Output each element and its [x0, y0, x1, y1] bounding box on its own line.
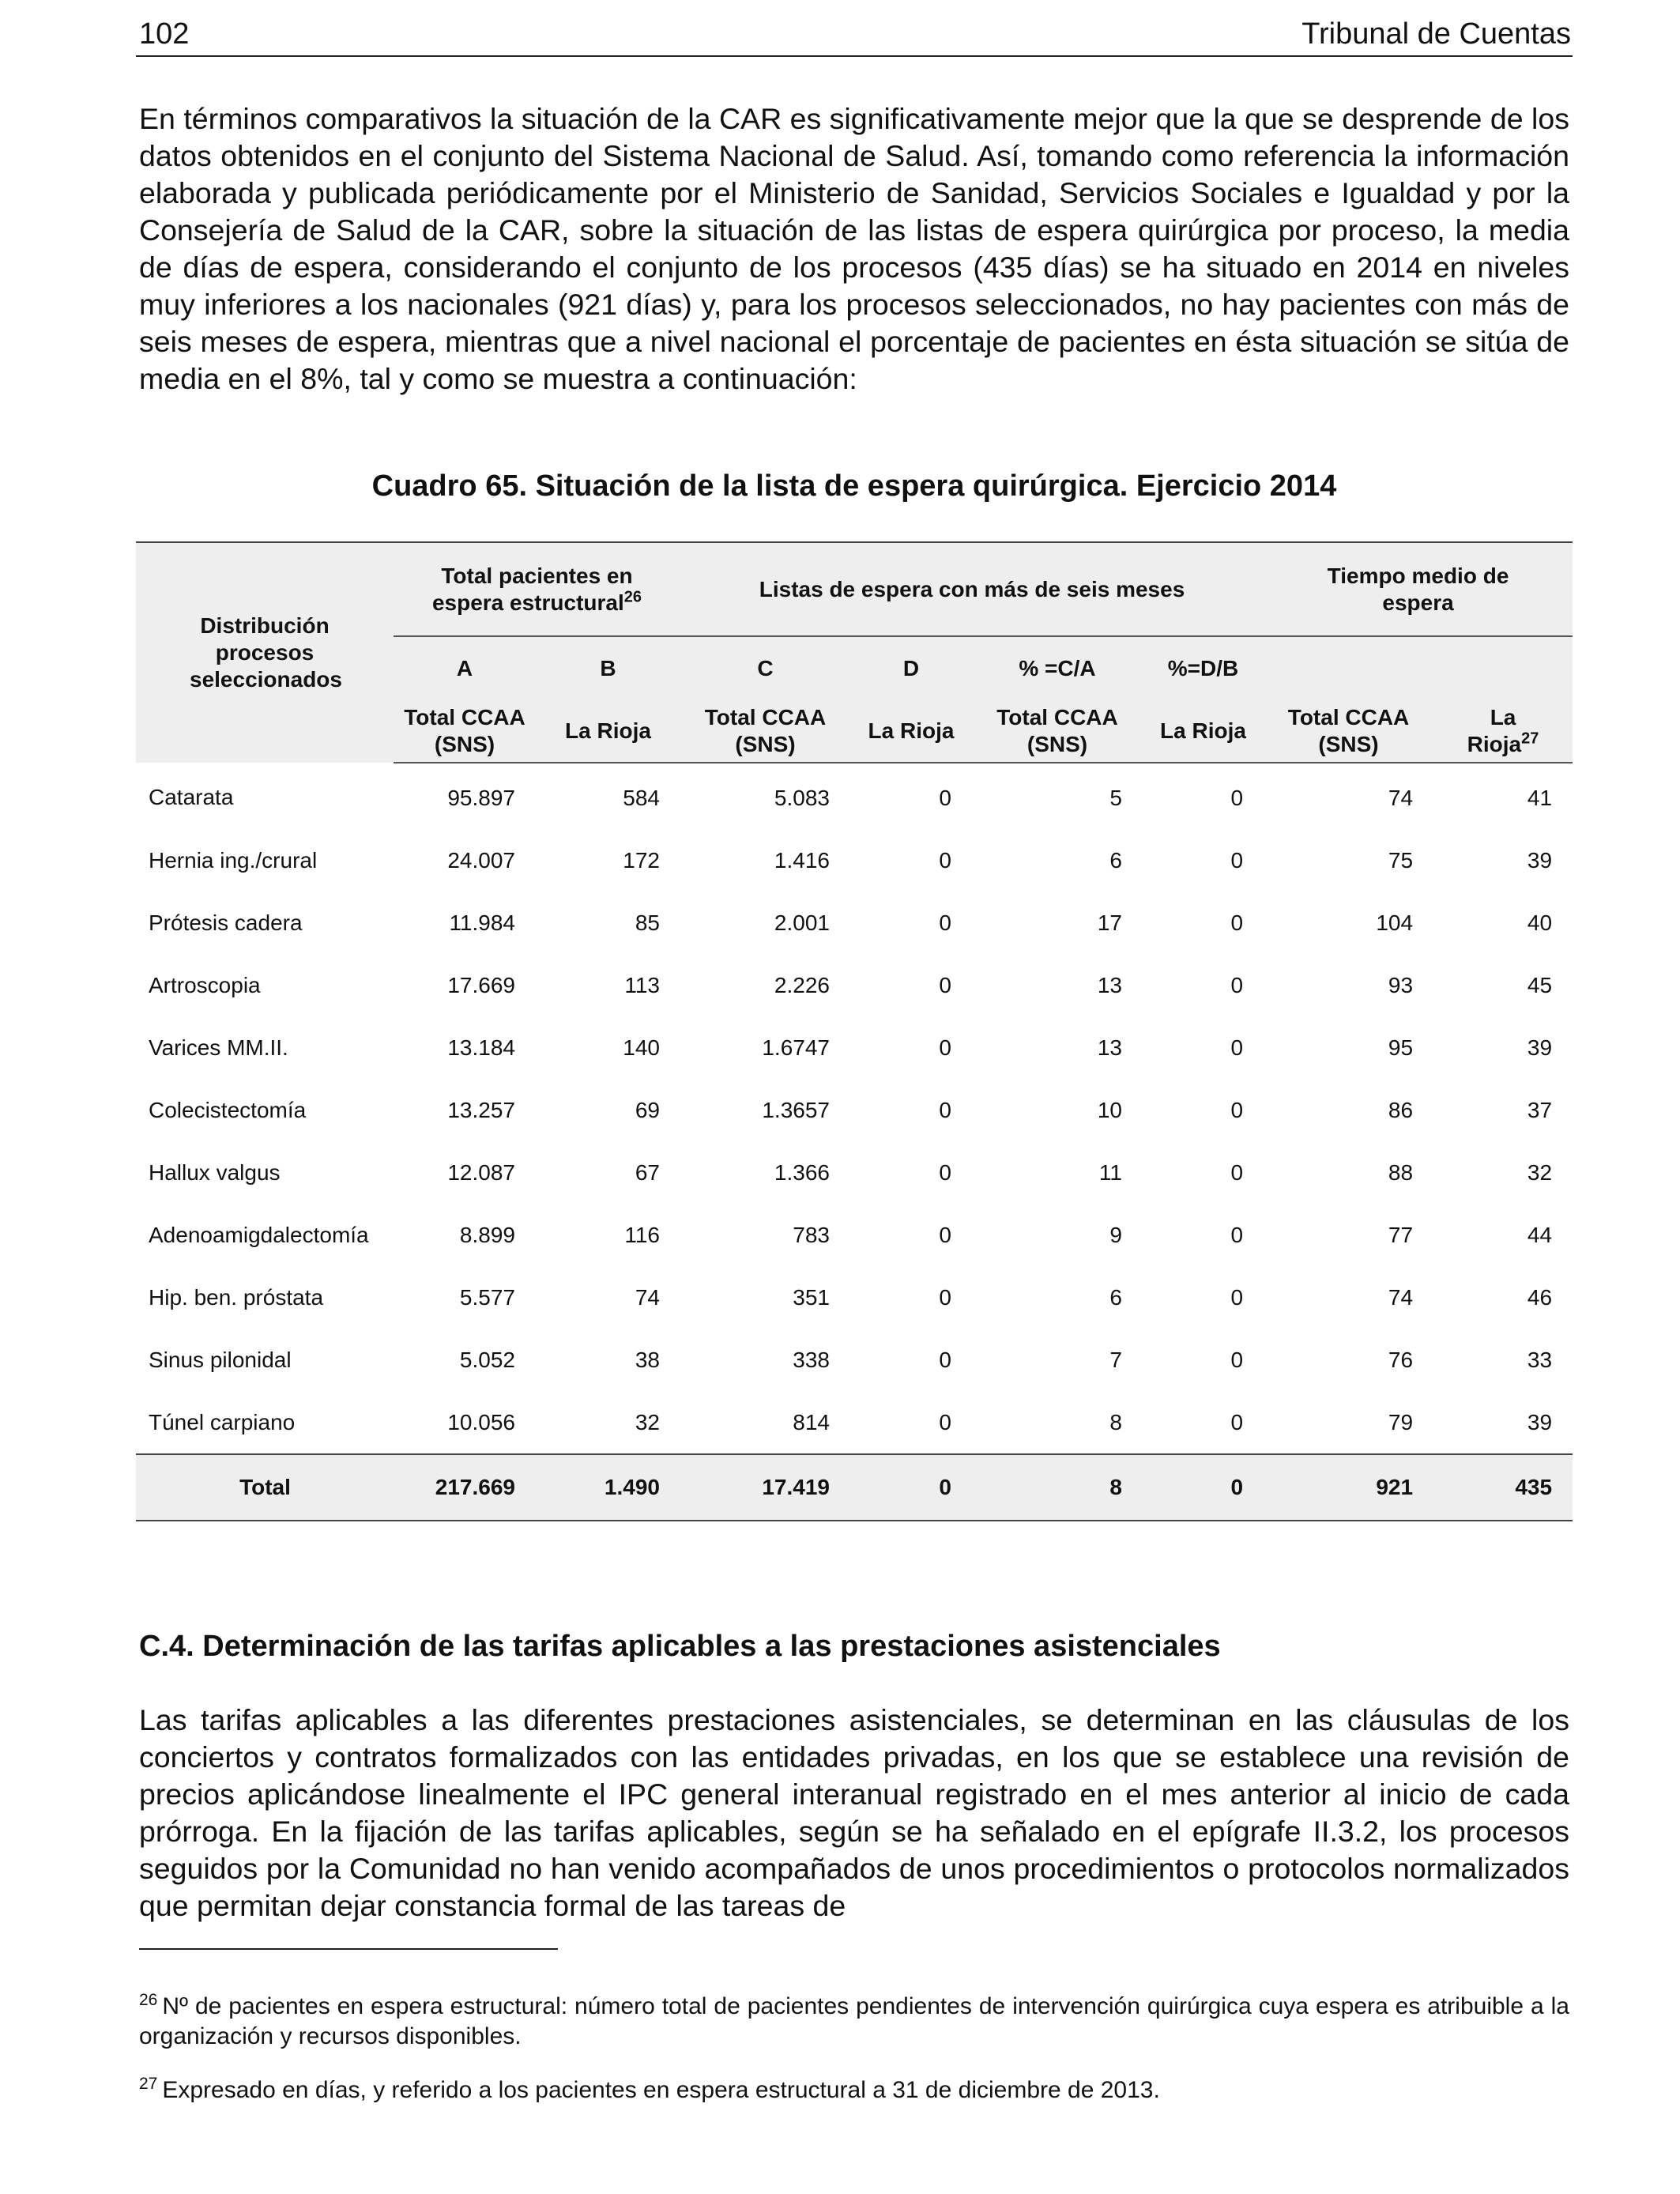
table-cell: 10 — [1097, 1097, 1122, 1122]
table-row — [136, 829, 1573, 892]
table-cell: 39 — [1527, 847, 1553, 873]
letter-pct-db: %=D/B — [1143, 636, 1264, 700]
intro-paragraph: En términos comparativos la situación de la CAR es significativamente mejor que la que se desprende de los datos obtenidos en el conjunto del Sistema Nacional de Salud. Así, tomando como referencia la información elaborada y publicada periódicamente por el Ministerio de Sanidad, Servicios Sociales e Igualdad y por la Consejería de Salud de la CAR, sobre la situación de las listas de espera quirúrgica por proceso, la media de días de espera, considerando el conjunto de los procesos (435 días) se ha situado en 2014 en niveles muy inferiores a los nacionales (921 días) y, para los procesos seleccionados, no hay pacientes con más de seis meses de espera, mientras que a nivel nacional el porcentaje de pacientes en ésta situación se sitúa de media en el 8%, tal y como se muestra a continuación: — [139, 102, 1569, 395]
table-cell: 17.669 — [447, 972, 515, 997]
footnote-27 — [139, 2075, 1569, 2105]
letter-pct-ca: % =C/A — [972, 636, 1143, 700]
table-cell: 2.226 — [774, 972, 830, 997]
table-cell: 1.3657 — [762, 1097, 830, 1122]
table-cell: 104 — [1376, 910, 1414, 935]
table-row — [136, 1266, 1573, 1329]
header-total-waiting-label: Total pacientes en espera estructural — [431, 563, 633, 615]
table-cell: 12.087 — [447, 1159, 515, 1185]
table-cell: 0 — [939, 1035, 951, 1060]
table-cell: 351 — [793, 1284, 830, 1310]
table-cell: 0 — [1230, 1222, 1244, 1247]
table-cell: 584 — [623, 785, 660, 810]
sub-la-rioja: La Rioja — [1143, 700, 1264, 763]
table-body — [136, 763, 1573, 1454]
process-name: Túnel carpiano — [149, 1409, 296, 1434]
table-cell: 5.083 — [774, 785, 830, 810]
header-process-label: Distribución procesos seleccionados — [190, 613, 342, 692]
process-name: Hernia ing./crural — [149, 847, 318, 873]
page-number: 102 — [139, 17, 190, 51]
table-cell: 11.984 — [449, 910, 515, 935]
table-cell: 44 — [1527, 1222, 1553, 1247]
table-cell: 95.897 — [447, 785, 515, 810]
header-organization: Tribunal de Cuentas — [1301, 17, 1571, 51]
table-cell: 0 — [939, 1409, 951, 1434]
table-cell: 0 — [939, 910, 951, 935]
table-row — [136, 1016, 1573, 1079]
table-cell: 13 — [1097, 972, 1122, 997]
footnote-26 — [139, 1992, 1569, 2052]
table-cell: 5 — [1109, 785, 1122, 810]
total-cell: 435 — [1433, 1454, 1573, 1521]
total-cell: 217.669 — [394, 1454, 536, 1521]
sub-total-ccaa: Total CCAA (SNS) — [972, 700, 1143, 763]
table-row — [136, 1329, 1573, 1391]
table-cell: 10.056 — [447, 1409, 515, 1434]
header-process — [136, 542, 394, 763]
table-cell: 0 — [939, 1097, 951, 1122]
table-cell: 0 — [1230, 1159, 1244, 1185]
table-cell: 40 — [1527, 910, 1553, 935]
total-cell: 921 — [1264, 1454, 1433, 1521]
table-cell: 13.257 — [447, 1097, 515, 1122]
table-cell: 79 — [1388, 1409, 1414, 1434]
process-name: Varices MM.II. — [149, 1035, 288, 1060]
table-cell: 75 — [1388, 847, 1414, 873]
total-cell: 0 — [850, 1454, 972, 1521]
table-row — [136, 1079, 1573, 1141]
table-cell: 1.416 — [774, 847, 830, 873]
table-cell: 1.366 — [774, 1159, 830, 1185]
footnote-ref-26: 26 — [623, 588, 642, 606]
total-cell: 0 — [1143, 1454, 1264, 1521]
total-label: Total — [136, 1454, 394, 1521]
header-lists-over-six-months: Listas de espera con más de seis meses — [680, 542, 1264, 636]
table-cell: 0 — [939, 1159, 951, 1185]
table-cell: 37 — [1527, 1097, 1553, 1122]
table-cell: 46 — [1527, 1284, 1553, 1310]
sub-la-rioja-fn: La Rioja$^{27}$ — [1433, 700, 1573, 763]
table-cell: 74 — [1388, 1284, 1414, 1310]
table-cell: 0 — [939, 1222, 951, 1247]
footnote-text: Expresado en días, y referido a los pacientes en espera estructural a 31 de diciembre de 2013. — [162, 2077, 1160, 2103]
sub-la-rioja: La Rioja — [850, 700, 972, 763]
table-cell: 32 — [1527, 1159, 1553, 1185]
letter-empty — [1264, 636, 1433, 700]
table-cell: 0 — [1230, 972, 1244, 997]
table-cell: 8 — [1109, 1409, 1122, 1434]
table-cell: 38 — [635, 1347, 660, 1372]
table-cell: 5.577 — [459, 1284, 515, 1310]
table-row — [136, 1204, 1573, 1266]
table-row — [136, 1391, 1573, 1454]
letter-a: A — [394, 636, 536, 700]
table-cell: 0 — [939, 1284, 951, 1310]
total-cell: 8 — [972, 1454, 1143, 1521]
table-cell: 0 — [1230, 1097, 1244, 1122]
table-cell: 88 — [1388, 1159, 1414, 1185]
table-cell: 11 — [1098, 1159, 1122, 1185]
table-cell: 0 — [1230, 847, 1244, 873]
header-average-time — [1264, 542, 1573, 636]
table-cell: 13 — [1097, 1035, 1122, 1060]
table-cell: 0 — [1230, 1035, 1244, 1060]
sub-total-ccaa: Total CCAA (SNS) — [680, 700, 850, 763]
table-cell: 9 — [1109, 1222, 1122, 1247]
process-name: Hallux valgus — [149, 1159, 281, 1185]
table-cell: 140 — [623, 1035, 660, 1060]
letter-d: D — [850, 636, 972, 700]
table-caption: Cuadro 65. Situación de la lista de espera quirúrgica. Ejercicio 2014 — [371, 469, 1337, 503]
table-cell: 32 — [635, 1409, 660, 1434]
table-cell: 39 — [1527, 1035, 1553, 1060]
table-cell: 172 — [623, 847, 660, 873]
table-cell: 17 — [1097, 910, 1122, 935]
table-cell: 69 — [635, 1097, 660, 1122]
table-cell: 0 — [939, 785, 951, 810]
table-row — [136, 892, 1573, 954]
table-cell: 783 — [793, 1222, 830, 1247]
table-cell: 95 — [1388, 1035, 1414, 1060]
table-cell: 338 — [793, 1347, 830, 1372]
table-cell: 67 — [635, 1159, 660, 1185]
process-name: Hip. ben. próstata — [149, 1284, 324, 1310]
table-cell: 77 — [1388, 1222, 1414, 1247]
table-cell: 0 — [1230, 910, 1244, 935]
process-name: Prótesis cadera — [149, 910, 303, 935]
table-cell: 1.6747 — [762, 1035, 830, 1060]
table-row — [136, 1141, 1573, 1204]
sub-la-rioja: La Rioja — [536, 700, 680, 763]
table-row — [136, 763, 1573, 829]
table-cell: 93 — [1388, 972, 1414, 997]
letter-c: C — [680, 636, 850, 700]
table-cell: 0 — [939, 972, 951, 997]
table-cell: 39 — [1527, 1409, 1553, 1434]
process-name: Artroscopia — [149, 972, 261, 997]
footnote-text: Nº de pacientes en espera estructural: número total de pacientes pendientes de intervención quirúrgica cuya espera es atribuible a la organización y recursos disponibles. — [139, 1993, 1569, 2049]
table-cell: 85 — [635, 910, 660, 935]
footnote-divider — [139, 1948, 558, 1950]
letter-b: B — [536, 636, 680, 700]
total-cell: 1.490 — [536, 1454, 680, 1521]
table-cell: 41 — [1527, 785, 1553, 810]
table-cell: 0 — [1230, 785, 1244, 810]
table-cell: 6 — [1109, 1284, 1122, 1310]
table-cell: 0 — [939, 1347, 951, 1372]
process-name: Sinus pilonidal — [149, 1347, 292, 1372]
table-cell: 2.001 — [774, 910, 830, 935]
letter-empty — [1433, 636, 1573, 700]
table-cell: 0 — [1230, 1409, 1244, 1434]
header-average-time-label: Tiempo medio de espera — [1327, 563, 1509, 615]
table-cell: 74 — [1388, 785, 1414, 810]
page-header — [136, 14, 1573, 57]
table-cell: 45 — [1527, 972, 1553, 997]
table-cell: 0 — [939, 847, 951, 873]
footnote-number: 26 — [139, 1991, 158, 2009]
table-cell: 113 — [624, 972, 660, 997]
total-row — [136, 1454, 1573, 1521]
table-cell: 24.007 — [447, 847, 515, 873]
table-cell: 0 — [1230, 1284, 1244, 1310]
section-heading: C.4. Determinación de las tarifas aplicables a las prestaciones asistenciales — [139, 1630, 1221, 1663]
table-cell: 33 — [1527, 1347, 1553, 1372]
table-cell: 8.899 — [459, 1222, 515, 1247]
header-total-waiting — [394, 542, 680, 636]
sub-total-ccaa: Total CCAA (SNS) — [1264, 700, 1433, 763]
process-name: Catarata — [149, 785, 234, 809]
table-cell: 814 — [793, 1409, 830, 1434]
footnote-ref-27: 27 — [1521, 729, 1539, 748]
sub-total-ccaa: Total CCAA (SNS) — [394, 700, 536, 763]
waiting-list-table — [136, 541, 1573, 1521]
table-cell: 13.184 — [447, 1035, 515, 1060]
table-row — [136, 954, 1573, 1016]
table-cell: 76 — [1388, 1347, 1414, 1372]
section-paragraph: Las tarifas aplicables a las diferentes prestaciones asistenciales, se determinan en las cláusulas de los conciertos y contratos formalizados con las entidades privadas, en los que se establece una revisión de precios aplicándose linealmente el IPC general interanual registrado en el mes anterior al inicio de cada prórroga. En la fijación de las tarifas aplicables, según se ha señalado en el epígrafe II.3.2, los procesos seguidos por la Comunidad no han venido acompañados de unos procedimientos o protocolos normalizados que permitan dejar constancia formal de las tareas de — [139, 1703, 1569, 1922]
total-cell: 17.419 — [680, 1454, 850, 1521]
table-cell: 6 — [1109, 847, 1122, 873]
table-cell: 116 — [624, 1222, 660, 1247]
table-cell: 74 — [635, 1284, 660, 1310]
footnote-number: 27 — [139, 2075, 158, 2093]
table-cell: 86 — [1388, 1097, 1414, 1122]
table-cell: 0 — [1230, 1347, 1244, 1372]
table-cell: 5.052 — [459, 1347, 515, 1372]
process-name: Adenoamigdalectomía — [149, 1222, 369, 1247]
table-cell: 7 — [1109, 1347, 1122, 1372]
process-name: Colecistectomía — [149, 1097, 307, 1122]
